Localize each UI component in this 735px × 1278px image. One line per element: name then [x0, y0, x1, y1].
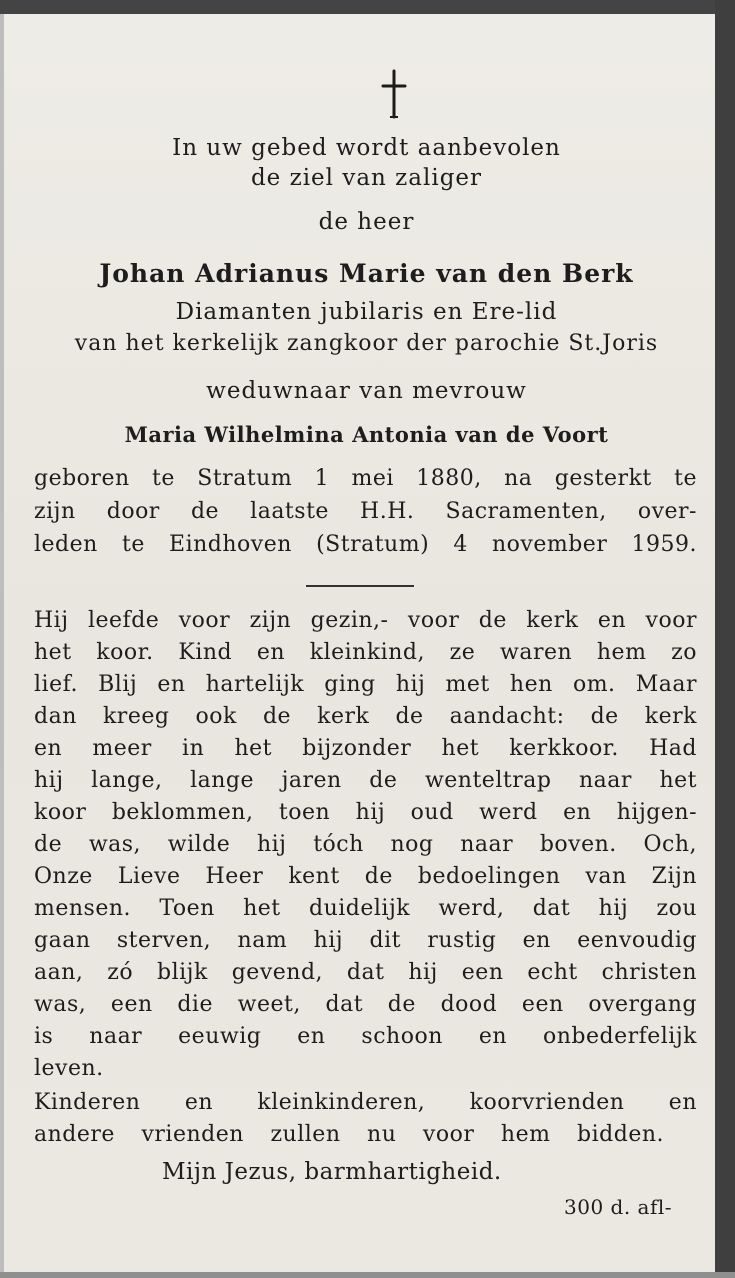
card-paper — [4, 14, 715, 1272]
body-line-13: was, een die weet, dat de dood een overgang — [34, 992, 697, 1017]
soul-line: de ziel van zaliger — [250, 165, 483, 191]
body-line-4: dan kreeg ook de kerk de aandacht: de kerk — [34, 704, 697, 729]
cross-icon — [379, 69, 409, 119]
closing-line-1: Kinderen en kleinkinderen, koorvrienden en — [34, 1090, 697, 1115]
title-line: de heer — [318, 209, 415, 235]
wife-name: Maria Wilhelmina Antonia van de Voort — [124, 422, 609, 447]
card-edge-bottom — [0, 1272, 735, 1278]
body-line-12: aan, zó blijk gevend, dat hij een echt christen — [34, 960, 697, 985]
body-line-7: koor beklommen, toen hij oud werd en hijgen- — [34, 800, 697, 825]
role-line-2: van het kerkelijk zangkoor der parochie St.Joris — [74, 331, 659, 356]
dates-line-1: geboren te Stratum 1 mei 1880, na gesterkt te — [34, 466, 697, 491]
widower-line: weduwnaar van mevrouw — [206, 378, 527, 404]
closing-line-2: andere vrienden zullen nu voor hem bidden. — [34, 1122, 664, 1147]
body-line-8: de was, wilde hij tóch nog naar boven. Och, — [34, 832, 697, 857]
divider-line — [306, 585, 414, 587]
body-line-11: gaan sterven, nam hij dit rustig en eenvoudig — [34, 928, 697, 953]
body-line-14: is naar eeuwig en schoon en onbederfelijk — [34, 1024, 697, 1049]
dates-line-3: leden te Eindhoven (Stratum) 4 november 1959. — [34, 532, 697, 557]
role-line-1: Diamanten jubilaris en Ere-lid — [175, 299, 558, 325]
prayer-request-line: In uw gebed wordt aanbevolen — [172, 135, 561, 161]
body-line-9: Onze Lieve Heer kent de bedoelingen van Zijn — [34, 864, 697, 889]
deceased-name: Johan Adrianus Marie van den Berk — [99, 259, 634, 288]
print-note: 300 d. afl- — [564, 1195, 673, 1219]
body-line-2: het koor. Kind en kleinkind, ze waren hem zo — [34, 640, 697, 665]
body-line-3: lief. Blij en hartelijk ging hij met hen om. Maar — [34, 672, 697, 697]
card-edge-right — [715, 0, 735, 1278]
body-line-1: Hij leefde voor zijn gezin,- voor de kerk en voor — [34, 608, 697, 633]
body-line-10: mensen. Toen het duidelijk werd, dat hij zou — [34, 896, 697, 921]
body-line-15: leven. — [34, 1056, 104, 1081]
body-line-5: en meer in het bijzonder het kerkkoor. Had — [34, 736, 697, 761]
closing-prayer: Mijn Jezus, barmhartigheid. — [162, 1159, 502, 1185]
card-edge-top — [0, 0, 735, 14]
body-line-6: hij lange, lange jaren de wenteltrap naar het — [34, 768, 697, 793]
dates-line-2: zijn door de laatste H.H. Sacramenten, over- — [34, 499, 697, 524]
